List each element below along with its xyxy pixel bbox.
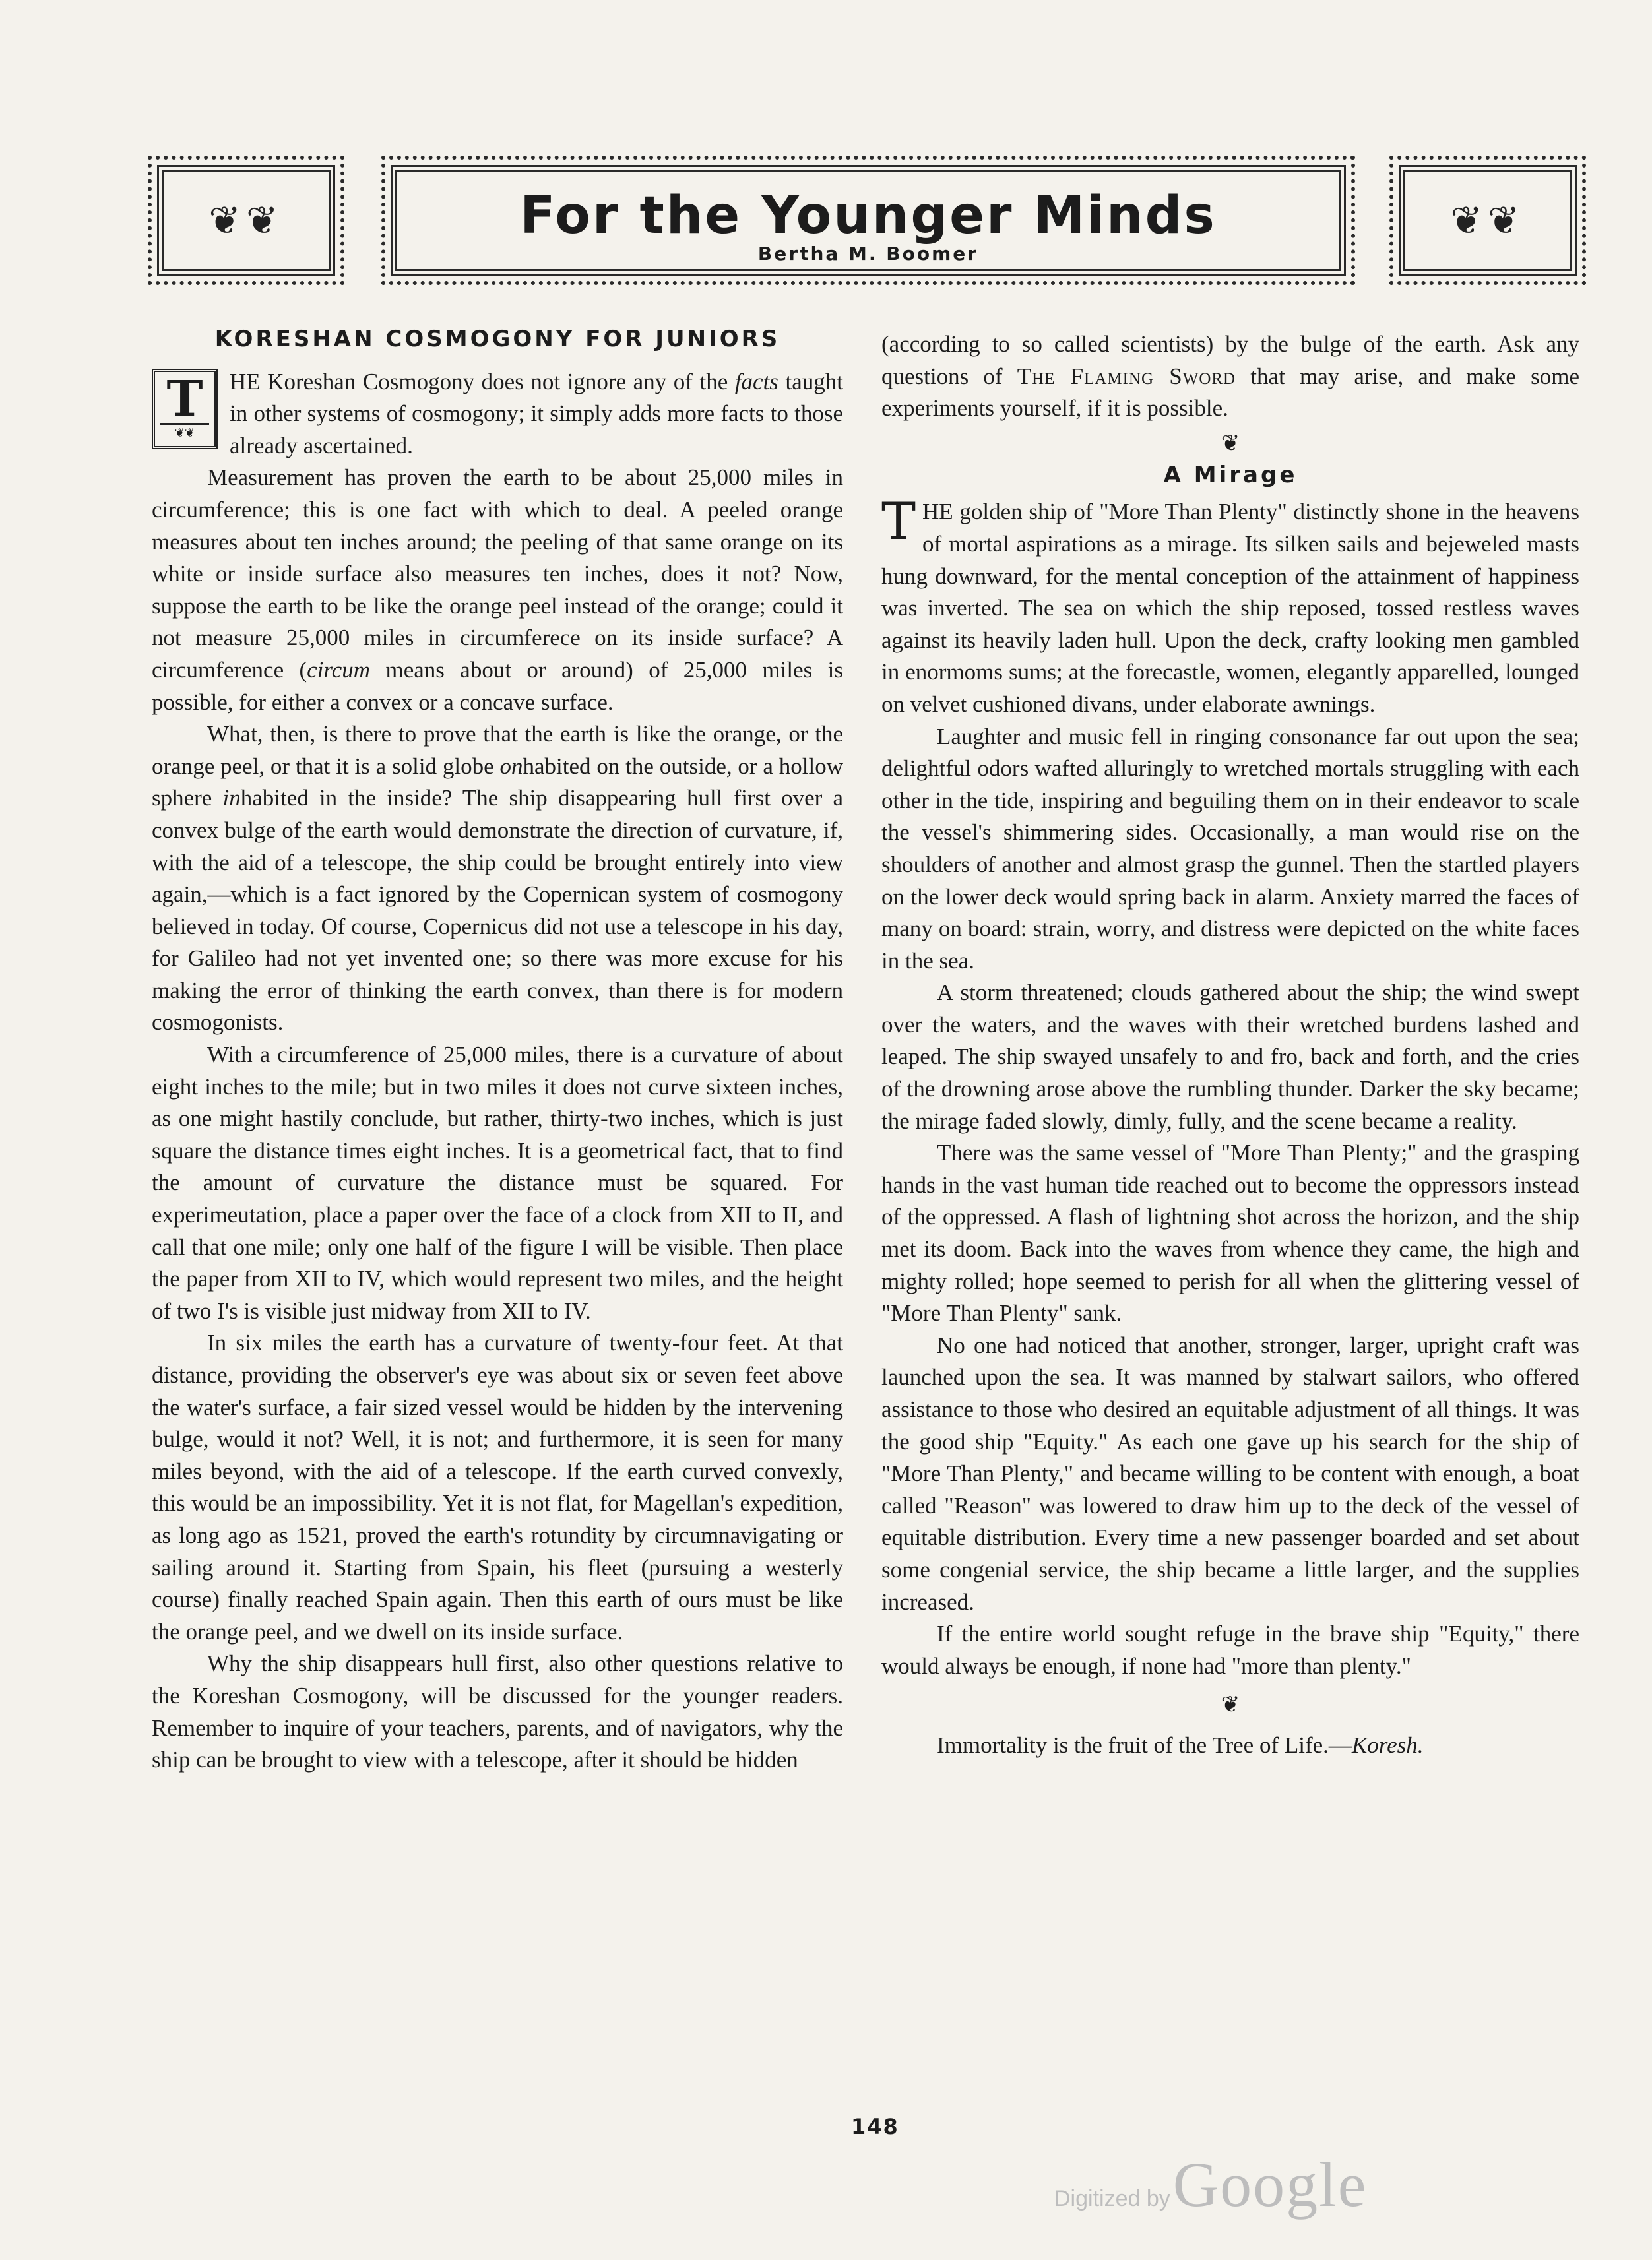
body-paragraph: What, then, is there to prove that the earth is like the orange, or the orange peel, or that it is a solid globe onhabited on the outside, or a hollow sphere inhabited in the inside? The ship disappearing hull first over a convex bulge of the earth would demonstrate the direction of curvature, if, with the aid of a telescope, the ship could be brought entirely into view again,—which is a fact ignored by the Copernican system of cosmogony believed in today. Of course, Copernicus did not use a telescope in his day, for Galileo had not yet invented one; so there was more excuse for his making the error of thinking the earth convex, than there is for modern cosmogonists. [152,721,844,1036]
header-ornament-right [1399,165,1577,276]
closing-quote: Immortality is the fruit of the Tree of Life.—Koresh. [937,1732,1424,1759]
section-heading-mirage: A Mirage [1163,461,1298,488]
header-ornament-left [157,165,335,276]
continuation-paragraph: (according to so called scientists) by the bulge of the earth. Ask any questions of The Flaming Sword that may arise, and make some experiments yourself, if it is possible. [881,331,1579,422]
dropcap-t: T ❦❦ [152,369,218,449]
left-column [152,323,843,1776]
google-logo: Google [1172,2149,1368,2220]
leaf-separator-icon: ❦ [1221,429,1240,456]
intro-paragraph: T ❦❦ HE Koreshan Cosmogony does not ignore any of the facts taught in other systems of cosmogony; it simply adds more facts to those already ascertained. [152,366,843,462]
page-title: For the Younger Minds [520,186,1217,245]
leaf-ornament-icon: ❦❦ [1450,198,1525,243]
body-paragraph: With a circumference of 25,000 miles, there is a curvature of about eight inches to the mile; but in two miles it does not curve sixteen inches, as one might hastily conclude, but rather, thirty-two inches, which is just square the distance times eight inches. It is a geometrical fact, that to find the amount of curvature the distance must be squared. For experimeutation, place a paper over the face of a clock from XII to II, and call that one mile; only one half of the figure I will be visible. Then place the paper from XII to IV, which would represent two miles, and the height of two I's is visible just midway from XII to IV. [152,1042,843,1324]
body-paragraph: Measurement has proven the earth to be about 25,000 miles in circumference; this is one fact with which to deal. A peeled orange measures about ten inches around; the peeling of that same orange on its white or inside surface also measures ten inches, does it not? Now, suppose the earth to be like the orange peel instead of the orange; could it not measure 25,000 miles in circumferece on its inside surface? A circumference (circum means about or around) of 25,000 miles is possible, for either a convex or a concave surface. [152,464,843,715]
section-heading-koreshan: KORESHAN COSMOGONY FOR JUNIORS [214,326,780,352]
body-paragraph: No one had noticed that another, stronger, larger, upright craft was launched upon the sea. It was manned by stalwart sailors, who offered assistance to those who desired an equitable adjustment of all things. It was the good ship "Equity." As each one gave up his search for the ship of "More Than Plenty," and became willing to be content with enough, a boat called "Reason" was lowered to draw him up to the deck of the vessel of equitable distribution. Every time a new passenger boarded and set about some congenial service, the ship became a little larger, and the supplies increased. [881,1332,1579,1615]
right-column [881,329,1579,1762]
leaf-separator-icon: ❦ [1221,1691,1240,1718]
dropcap-t-mirage: T [881,492,916,552]
body-paragraph: There was the same vessel of "More Than Plenty;" and the grasping hands in the vast human tide reached out to become the oppressors instead of the oppressed. A flash of lightning shot across the horizon, and the ship met its doom. Back into the waves from whence they came, the high and mighty rolled; hope seemed to perish for all when the glittering vessel of "More Than Plenty" sank. [881,1140,1579,1327]
header-title-box [391,165,1346,276]
digitized-by-watermark: Digitized by Google [1054,2149,1368,2220]
body-paragraph: Laughter and music fell in ringing consonance far out upon the sea; delightful odors wafted alluringly to wretched mortals struggling with each other in the tide, inspiring and beguiling them on in their endeavor to scale the vessel's shimmering sides. Occasionally, a man would rise on the shoulders of another and almost grasp the gunnel. Then the startled players on the lower deck would spring back in alarm. Anxiety marred the faces of many on board: strain, worry, and distress were depicted on the white faces in the sea. [881,723,1579,974]
leaf-ornament-icon: ❦❦ [208,198,284,243]
page-number: 148 [851,2114,899,2139]
mirage-first-paragraph: THE golden ship of "More Than Plenty" distinctly shone in the heavens of mortal aspirations as a mirage. Its silken sails and bejeweled masts hung downward, for the mental conception of the attainment of happiness was inverted. The sea on which the ship reposed, tossed restless waves against its heavily laden hull. Upon the deck, crafty looking men gambled in enormoms sums; at the forecastle, women, elegantly apparelled, lounged on velvet cushioned divans, under elaborate awnings. [881,492,1579,717]
dropcap-ornament-icon: ❦❦ [160,423,209,442]
body-paragraph: In six miles the earth has a curvature of twenty-four feet. At that distance, providing the observer's eye was about six or seven feet above the water's surface, a fair sized vessel would be hidden by the intervening bulge, would it not? Well, it is not; and furthermore, it is seen for many miles beyond, with the aid of a telescope. If the earth curved convexly, this would be an impossibility. Yet it is not flat, for Magellan's expedition, as long ago as 1521, proved the earth's rotundity by circumnavigating or sailing around it. Starting from Spain, his fleet (pursuing a westerly course) finally reached Spain again. Then this earth of ours must be like the orange peel, and we dwell on its inside surface. [152,1330,843,1645]
body-paragraph: If the entire world sought refuge in the brave ship "Equity," there would always be enough, if none had "more than plenty." [881,1621,1579,1679]
body-paragraph: A storm threatened; clouds gathered about the ship; the wind swept over the waters, and the waves with their wretched burdens lashed and leaped. The ship swayed unsafely to and fro, back and forth, and the cries of the drowning arose above the rumbling thunder. Darker the sky became; the mirage faded slowly, dimly, fully, and the scene became a reality. [881,980,1579,1134]
body-paragraph: Why the ship disappears hull first, also other questions relative to the Koreshan Cosmogony, will be discussed for the younger readers. Remember to inquire of your teachers, parents, and of navigators, why the ship can be brought to view with a telescope, after it should be hidden [152,1650,843,1773]
author-name: Bertha M. Boomer [757,243,979,265]
